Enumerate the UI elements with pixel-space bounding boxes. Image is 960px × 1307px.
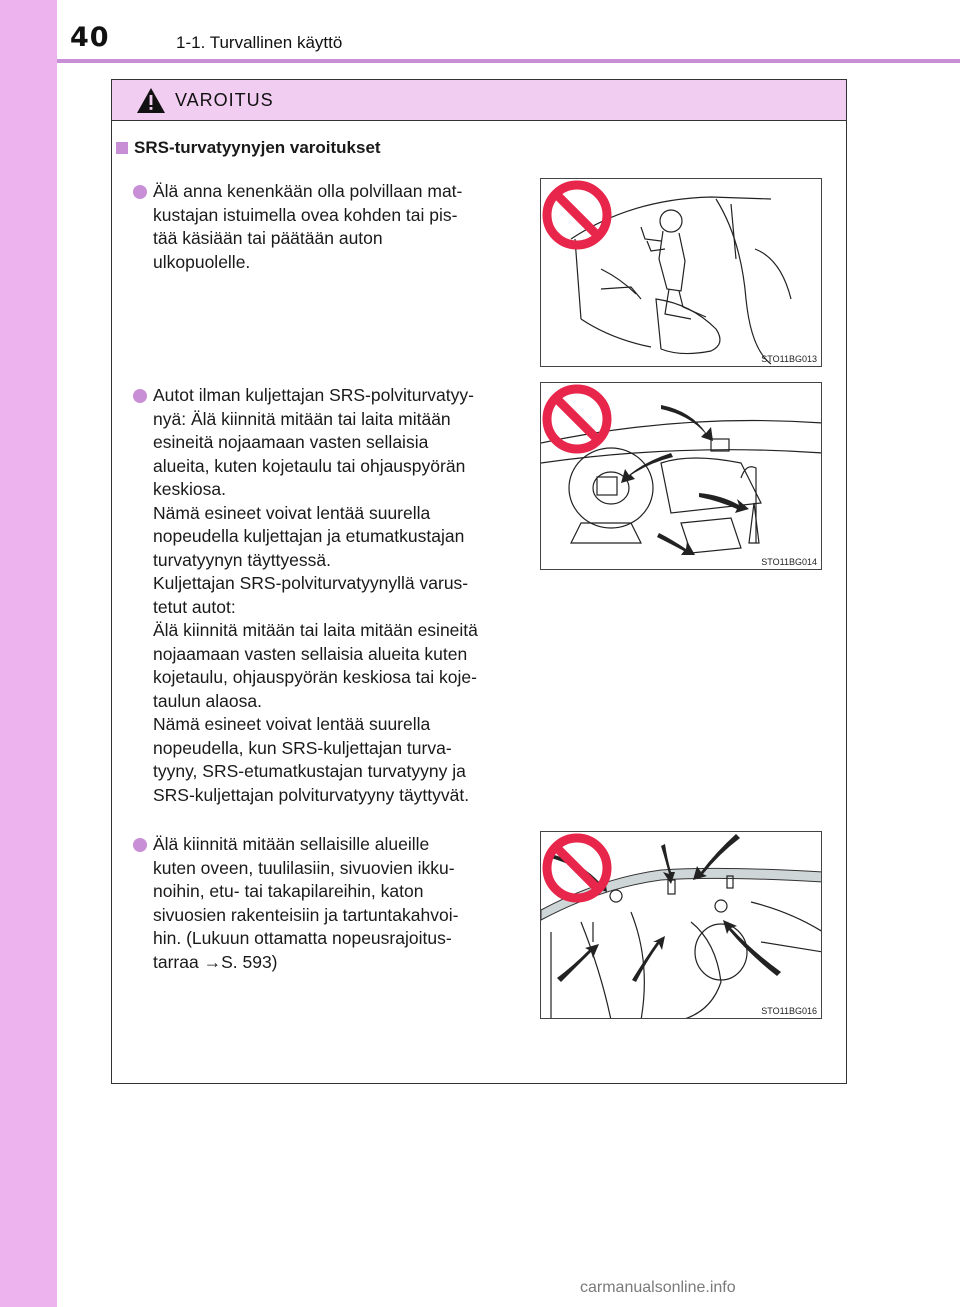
figure-code: STO11BG016: [761, 1006, 817, 1016]
item-text: Älä kiinnitä mitään sellaisille alueille kuten oveen, tuulilasiin, sivuovien ikku- noihin, etu- tai takapilareihin, katon sivuosien rakenteisiin ja tartuntakahvoi- hin. (Lukuun ottamatta nopeusrajoitus- tarraa →S. 593): [153, 834, 459, 972]
figure-interior-areas: [540, 831, 822, 1019]
header-rule: [57, 59, 960, 63]
figure-code: STO11BG014: [761, 557, 817, 567]
figure-kneeling-passenger: [540, 178, 822, 367]
warning-box: [111, 79, 847, 1084]
round-bullet-icon: [133, 838, 147, 852]
chapter-side-tab: [0, 0, 57, 1307]
warning-item-2: [133, 384, 522, 807]
item-text: Älä anna kenenkään olla polvillaan mat- kustajan istuimella ovea kohden tai pis- tää käsiään tai päätään auton ulkopuolelle.: [153, 181, 463, 272]
warning-header: [112, 80, 846, 121]
square-bullet-icon: [116, 142, 128, 154]
page-number: 40: [70, 22, 110, 53]
prohibition-icon: [541, 179, 613, 251]
round-bullet-icon: [133, 389, 147, 403]
warning-item-1: [133, 180, 522, 274]
warning-triangle-icon: [136, 87, 166, 114]
warning-subheading: [116, 138, 381, 158]
prohibition-icon: [541, 832, 613, 904]
section-title: 1-1. Turvallinen käyttö: [176, 33, 343, 52]
warning-label: VAROITUS: [175, 90, 274, 110]
item-text: Autot ilman kuljettajan SRS-polviturvatyy- nyä: Älä kiinnitä mitään tai laita mitään esineitä nojaamaan vasten sellaisia alueita, kuten kojetaulu tai ohjauspyörän keskiosa. Nämä esineet voivat lentää suurella nopeudella kuljettajan ja etumatkustajan turvatyynyn täyttyessä. Kuljettajan SRS-polviturvatyynyllä varus- tetut autot: Älä kiinnitä mitään tai laita mitään esineitä nojaamaan vasten sellaisia alueita kuten kojetaulu, ohjauspyörän keskiosa tai koje- taulun alaosa. Nämä esineet voivat lentää suurella nopeudella, kun SRS-kuljettajan turva- tyyny, SRS-etumatkustajan turvatyyny ja SRS-kuljettajan polviturvatyyny täyttyvät.: [153, 385, 478, 805]
subheading-text: SRS-turvatyynyjen varoitukset: [134, 138, 381, 157]
prohibition-icon: [541, 383, 613, 455]
figure-dashboard-objects: [540, 382, 822, 570]
warning-item-3: [133, 833, 522, 974]
round-bullet-icon: [133, 185, 147, 199]
figure-code: STO11BG013: [761, 354, 817, 364]
watermark: carmanualsonline.info: [580, 1279, 736, 1296]
